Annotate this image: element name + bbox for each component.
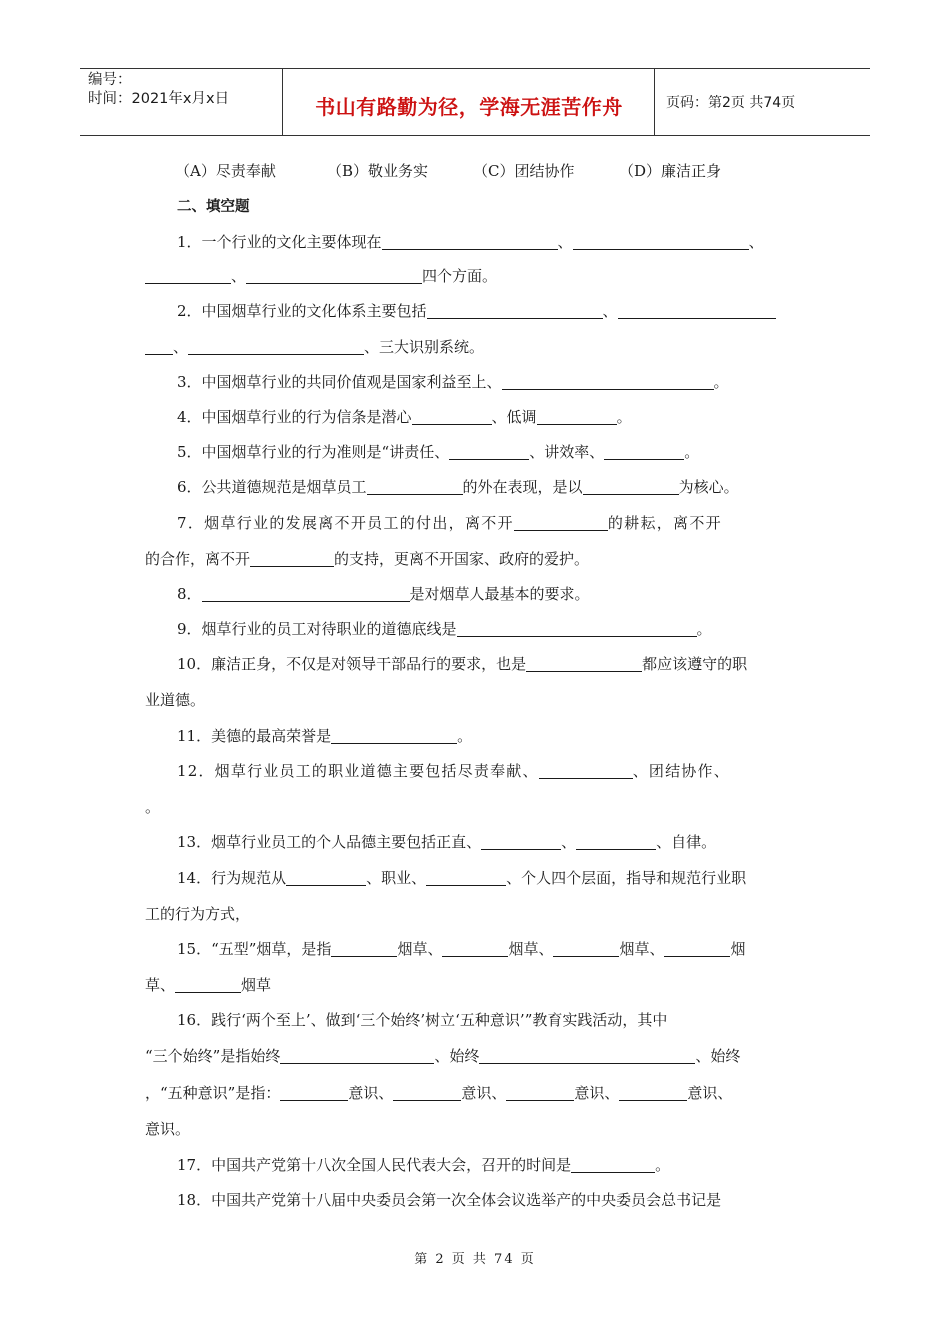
question-12: 12．烟草行业员工的职业道德主要包括尽责奉献、 、团结协作、 (177, 762, 730, 780)
question-15-cont: 草、 烟草 (145, 976, 272, 994)
blank (427, 302, 603, 319)
question-2: 2．中国烟草行业的文化体系主要包括 、 (145, 300, 842, 322)
page-footer: 第 2 页 共 74 页 (414, 1252, 536, 1267)
question-1: 1．一个行业的文化主要体现在 、 、 (177, 233, 764, 251)
blank (250, 550, 334, 567)
section-title: 二、填空题 (177, 199, 250, 215)
question-16: 16．践行‘两个至上’、做到‘三个始终’树立‘五种意识’”教育实践活动，其中 (177, 1011, 668, 1029)
question-7-cont: 的合作，离不开 的支持，更离不开国家、政府的爱护。 (145, 550, 590, 568)
question-17: 17．中国共产党第十八次全国人民代表大会，召开的时间是 。 (177, 1156, 671, 1174)
question-14: 14．行为规范从 、职业、 、个人四个层面，指导和规范行业职 (177, 869, 747, 887)
question-10: 10．廉洁正身，不仅是对领导干部品行的要求，也是 都应该遵守的职 (177, 655, 748, 673)
header-divider (282, 69, 283, 135)
blank (202, 585, 410, 602)
date-label: 时间：2021年x月x日 (88, 91, 230, 107)
question-15: 15．“五型”烟草，是指 烟草、 烟草、 烟草、 烟 (177, 940, 746, 958)
blank (280, 1047, 434, 1064)
question-5: 5．中国烟草行业的行为准则是“讲责任、 、讲效率、 。 (177, 443, 700, 461)
blank (553, 940, 619, 957)
blank (481, 833, 561, 850)
question-16-cont-1: “三个始终”是指始终 、始终 、始终 (145, 1047, 741, 1065)
option-d: （D）廉洁正身 (619, 162, 722, 180)
blank (145, 338, 173, 355)
blank (393, 1084, 461, 1101)
blank (442, 940, 508, 957)
blank (367, 478, 463, 495)
blank (537, 408, 617, 425)
blank (604, 443, 684, 460)
question-8: 8． 是对烟草人最基本的要求。 (177, 585, 590, 603)
blank (331, 727, 457, 744)
question-2-cont: 、 、三大识别系统。 (145, 336, 810, 358)
blank (286, 869, 366, 886)
question-14-cont: 工的行为方式， (145, 905, 251, 923)
blank (571, 1156, 655, 1173)
blank (280, 1084, 348, 1101)
blank (382, 233, 558, 250)
blank (664, 940, 730, 957)
blank (573, 233, 749, 250)
blank (619, 1084, 687, 1101)
blank (457, 620, 697, 637)
option-b: （B）敬业务实 (327, 162, 429, 180)
blank (502, 373, 714, 390)
option-a: （A）尽责奉献 (175, 162, 276, 180)
question-16-cont-2: ，“五种意识”是指： 意识、 意识、 意识、 意识、 (145, 1084, 733, 1102)
question-16-cont-3: 意识。 (145, 1120, 191, 1138)
header-motto: 书山有路勤为径，学海无涯苦作舟 (315, 95, 623, 119)
question-3: 3．中国烟草行业的共同价值观是国家利益至上、 。 (177, 373, 729, 391)
blank (426, 869, 506, 886)
header-divider (654, 69, 655, 135)
blank (449, 443, 529, 460)
blank (145, 267, 231, 284)
blank (506, 1084, 574, 1101)
blank (331, 940, 397, 957)
question-6: 6．公共道德规范是烟草员工 的外在表现，是以 为核心。 (177, 478, 739, 496)
header-page-info: 页码：第2页 共74页 (666, 95, 796, 111)
option-c: （C）团结协作 (473, 162, 575, 180)
blank (526, 655, 642, 672)
blank (479, 1047, 695, 1064)
page-header (80, 68, 870, 136)
blank (175, 976, 241, 993)
question-12-cont: 。 (145, 798, 161, 816)
blank (246, 267, 422, 284)
blank (618, 302, 776, 319)
answer-options (145, 160, 810, 182)
question-11: 11．美德的最高荣誉是 。 (177, 727, 473, 745)
blank (576, 833, 656, 850)
question-18: 18．中国共产党第十八届中央委员会第一次全体会议选举产的中央委员会总书记是 (177, 1191, 722, 1209)
header-meta (88, 71, 284, 109)
question-9: 9．烟草行业的员工对待职业的道德底线是 。 (177, 620, 712, 638)
serial-number-label: 编号： (88, 72, 132, 88)
question-1-cont: 、 四个方面。 (145, 265, 810, 287)
question-7: 7．烟草行业的发展离不开员工的付出，离不开 的耕耘，离不开 (177, 514, 722, 532)
blank (583, 478, 679, 495)
blank (188, 338, 364, 355)
blank (539, 762, 633, 779)
blank (412, 408, 492, 425)
question-13: 13．烟草行业员工的个人品德主要包括正直、 、 、自律。 (177, 833, 717, 851)
question-4: 4．中国烟草行业的行为信条是潜心 、低调 。 (177, 408, 632, 426)
blank (514, 514, 608, 531)
question-10-cont: 业道德。 (145, 691, 206, 709)
